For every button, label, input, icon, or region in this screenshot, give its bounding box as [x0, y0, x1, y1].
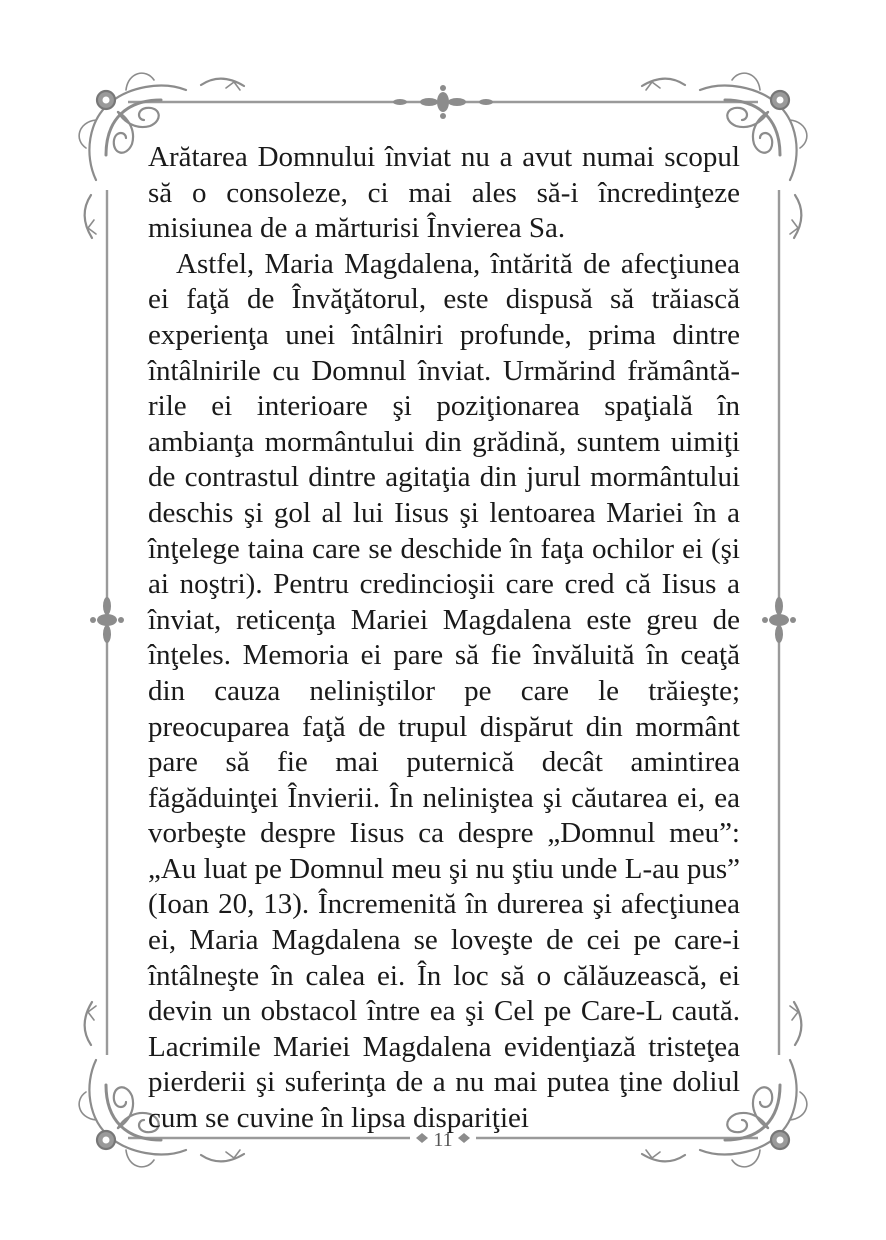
body-text	[148, 140, 740, 1137]
paragraph-1: Arătarea Domnului înviat nu a avut numai scopul să o consoleze, ci mai ales să-i încredinţeze misiunea de a mărturisi Învierea Sa.	[148, 141, 740, 245]
paragraph-2: Astfel, Maria Magdalena, întărită de afecţiunea ei faţă de Învăţătorul, este dispusă să trăiască experienţa unei întâlniri profunde, prima dintre întâlnirile cu Domnul înviat. Urmărind frământările ei interioare şi poziţionarea spaţială în ambianţa mormântului din grădină, suntem uimiţi de contrastul dintre agitaţia din jurul mormântului deschis şi gol al lui Iisus şi lentoarea Mariei în a înţelege taina care se deschide în faţa ochilor ei (şi ai noştri). Pentru credincioşii care cred că Iisus a înviat, reticenţa Mariei Magdalena este greu de înţeles. Memoria ei pare să fie învăluită în ceaţă din cauza neliniştilor pe care le trăieşte; preocuparea faţă de trupul dispărut din mormânt pare să fie mai puternică decât amintirea făgăduinţei Învierii. În neliniştea şi căutarea ei, ea vorbeşte despre Iisus ca despre „Domnul meu”: „Au luat pe Domnul meu şi nu ştiu unde L-au pus” (Ioan 20, 13). Încremenită în durerea şi afecţiunea ei, Maria Magdalena se loveşte de cei pe care-i întâlneşte în calea ei. În loc să o călăuzească, ei devin un obstacol între ea şi Cel pe Care-L caută. Lacrimile Mariei Magdalena evidenţiază tristeţea pierderii şi suferinţa de a nu mai putea ţine doliul cum se cuvine în lipsa dispariţiei	[148, 247, 740, 1135]
page-number: 11	[433, 1129, 453, 1151]
